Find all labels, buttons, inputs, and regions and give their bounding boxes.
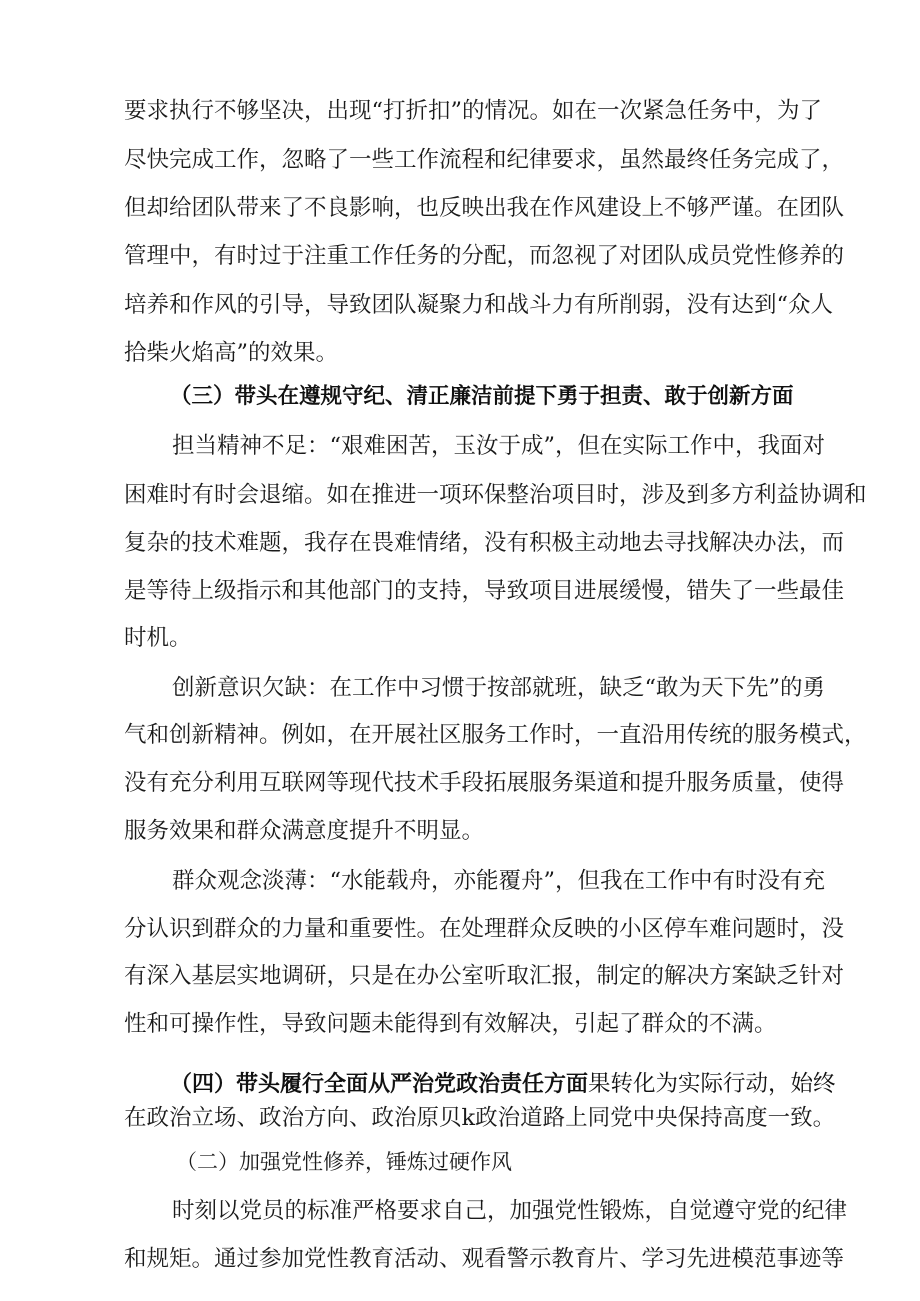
text-line: 培养和作风的引导，导致团队凝聚力和战斗力有所削弱，没有达到“众人 xyxy=(124,292,834,318)
heading-tail-text: 果转化为实际行动，始终 xyxy=(588,1071,836,1097)
paragraph-first-line: 担当精神不足：“艰难困苦，玉汝于成”，但在实际工作中，我面对 xyxy=(172,433,826,459)
text-line: 但却给团队带来了不良影响，也反映出我在作风建设上不够严谨。在团队 xyxy=(124,195,845,221)
text-line: 要求执行不够坚决，出现“打折扣”的情况。如在一次紧急任务中，为了 xyxy=(124,98,823,124)
text-line: 分认识到群众的力量和重要性。在处理群众反映的小区停车难问题时，没 xyxy=(124,916,845,942)
section-heading-4-title: （四）带头履行全面从严治党政治责任方面 xyxy=(170,1072,589,1097)
text-line: 性和可操作性，导致问题未能得到有效解决，引起了群众的不满。 xyxy=(124,1011,777,1037)
text-line: 有深入基层实地调研，只是在办公室听取汇报，制定的解决方案缺乏针对 xyxy=(124,963,845,989)
text-line: 是等待上级指示和其他部门的支持，导致项目进展缓慢，错失了一些最佳 xyxy=(124,578,845,604)
text-line: 没有充分利用互联网等现代技术手段拓展服务渠道和提升服务质量，使得 xyxy=(124,770,845,796)
text-line: 困难时有时会退缩。如在推进一项环保整治项目时，涉及到多方利益协调和 xyxy=(124,482,867,508)
text-line: 在政治立场、政治方向、政治原贝k政治道路上同党中央保持高度一致。 xyxy=(124,1105,836,1131)
text-line: 和规矩。通过参加党性教育活动、观看警示教育片、学习先进模范事迹等 xyxy=(124,1246,845,1272)
paragraph-first-line: 创新意识欠缺：在工作中习惯于按部就班，缺乏“敢为天下先”的勇 xyxy=(172,675,826,701)
paragraph-first-line: 群众观念淡薄：“水能载舟，亦能覆舟”，但我在工作中有时没有充 xyxy=(172,868,826,894)
text-line: 时机。 xyxy=(124,625,192,651)
section-heading-4 xyxy=(170,1069,836,1100)
text-line: 气和创新精神。例如，在开展社区服务工作时，一直沿用传统的服务模式， xyxy=(124,722,867,748)
subheading-2: （二）加强党性修养，锤炼过硬作风 xyxy=(176,1150,512,1174)
text-line: 管理中，有时过于注重工作任务的分配，而忽视了对团队成员党性修养的 xyxy=(124,243,845,269)
section-heading-3: （三）带头在遵规守纪、清正廉洁前提下勇于担责、敢于创新方面 xyxy=(170,384,794,409)
text-line: 服务效果和群众满意度提升不明显。 xyxy=(124,818,485,844)
text-line: 复杂的技术难题，我存在畏难情绪，没有积极主动地去寻找解决办法，而 xyxy=(124,530,845,556)
paragraph-first-line: 时刻以党员的标准严格要求自己，加强党性锻炼，自觉遵守党的纪律 xyxy=(172,1198,848,1224)
text-line: 拾柴火焰高”的效果。 xyxy=(124,340,339,366)
text-line: 尽快完成工作，忽略了一些工作流程和纪律要求，虽然最终任务完成了， xyxy=(124,147,845,173)
